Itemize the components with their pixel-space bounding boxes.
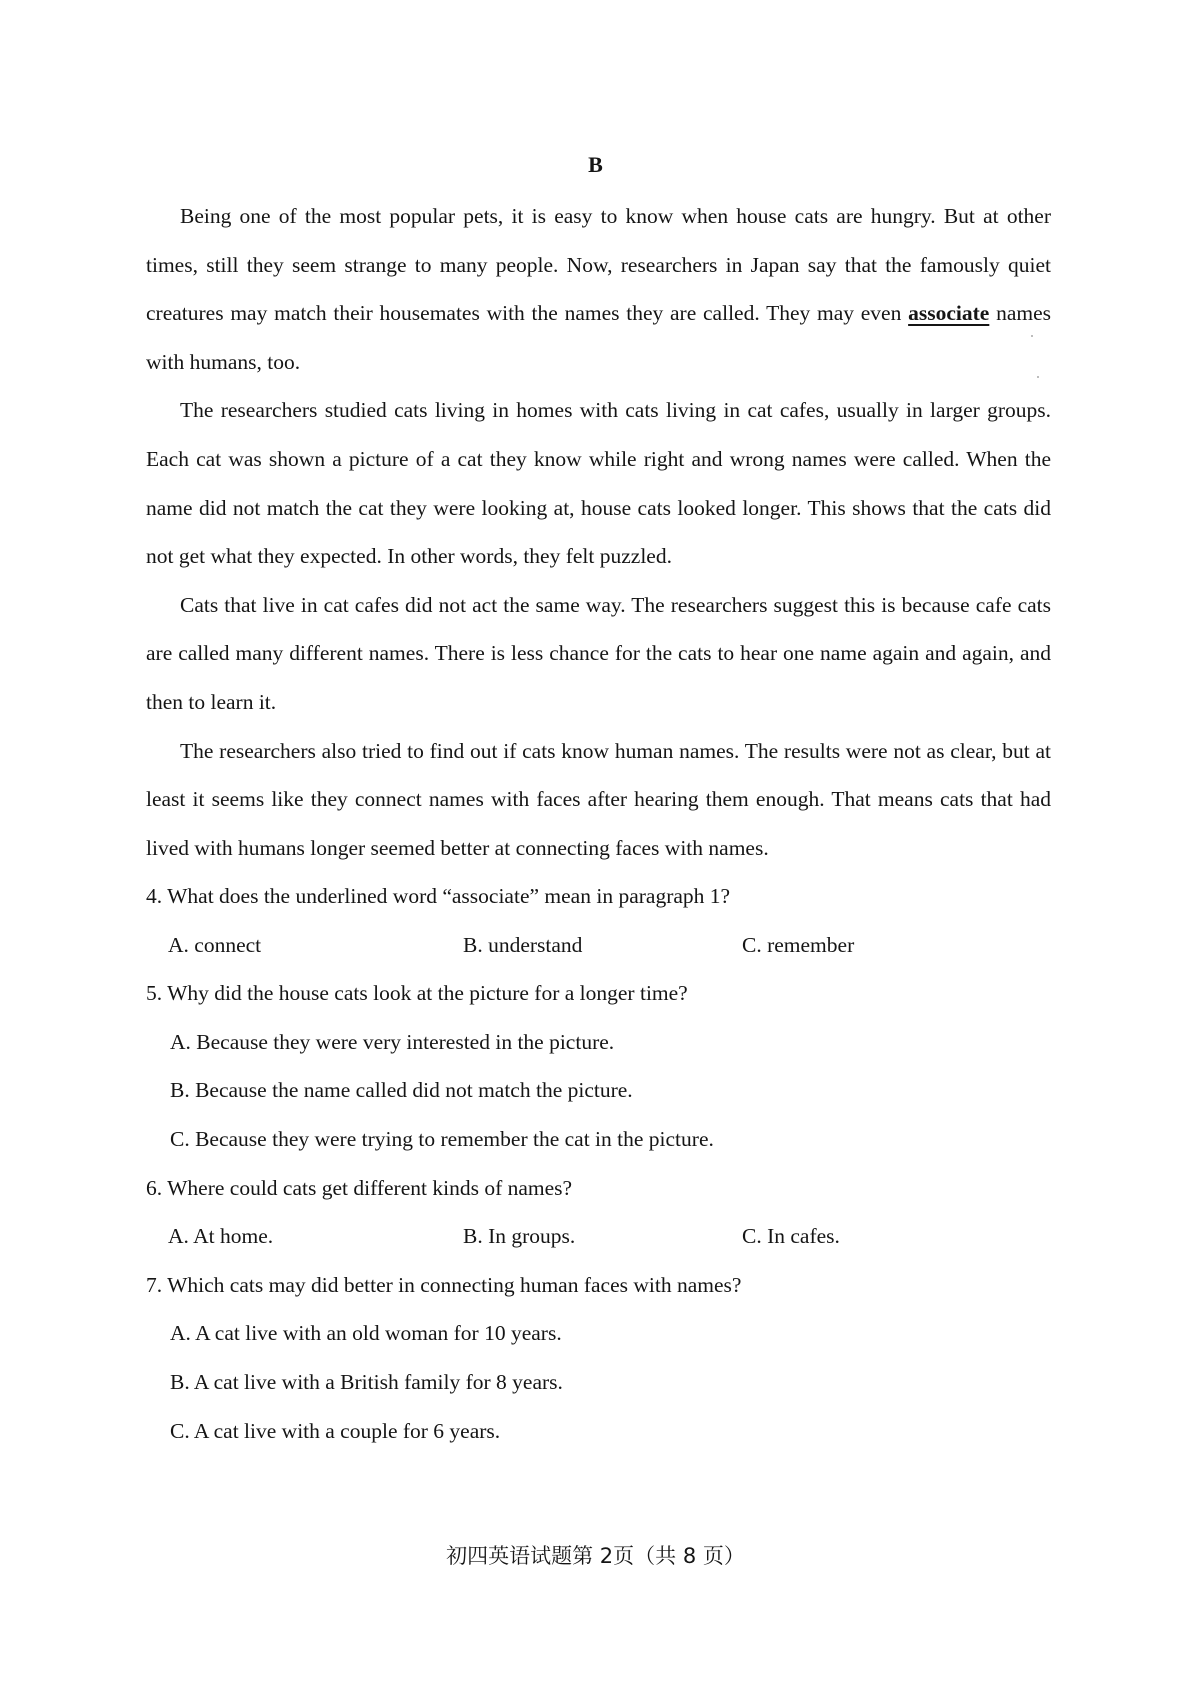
question-6-options	[146, 1212, 1051, 1261]
paragraph-1-text-after: names with humans, too.	[146, 301, 1051, 374]
question-7-option-a: A. A cat live with an old woman for 10 years.	[170, 1321, 562, 1346]
reading-passage	[146, 192, 1051, 872]
page-footer: 初四英语试题第 2页（共 8 页）	[446, 1544, 745, 1568]
question-5-option-c: C. Because they were trying to remember the cat in the picture.	[170, 1126, 714, 1151]
question-5-option-a: A. Because they were very interested in the picture.	[170, 1029, 615, 1054]
question-4-option-b: B. understand	[463, 932, 583, 957]
question-6-option-b: B. In groups.	[463, 1224, 576, 1249]
question-4-options	[146, 921, 1051, 970]
question-4-stem: 4. What does the underlined word “associate” mean in paragraph 1?	[146, 884, 731, 908]
scan-speck	[1037, 376, 1039, 378]
question-5	[146, 969, 1051, 1163]
question-7-option-c: C. A cat live with a couple for 6 years.	[170, 1418, 501, 1443]
question-6	[146, 1164, 1051, 1261]
paragraph-2: The researchers studied cats living in homes with cats living in cat cafes, usually in larger groups. Each cat was shown a picture of a cat they know while right and wrong names were called. When the name did not match the cat they were looking at, house cats looked longer. This shows that the cats did not get what they expected. In other words, they felt puzzled.	[146, 398, 1051, 569]
section-heading: B	[588, 152, 603, 177]
question-6-option-a: A. At home.	[168, 1224, 274, 1249]
paragraph-3: Cats that live in cat cafes did not act the same way. The researchers suggest this is because cafe cats are called many different names. There is less chance for the cats to hear one name again and again, and then to learn it.	[146, 592, 1051, 714]
question-7-option-b: B. A cat live with a British family for 8 years.	[170, 1369, 563, 1394]
scan-speck	[1031, 335, 1033, 337]
question-6-option-c: C. In cafes.	[742, 1224, 840, 1249]
question-list	[146, 872, 1051, 1455]
paragraph-4: The researchers also tried to find out if cats know human names. The results were not as clear, but at least it seems like they connect names with faces after hearing them enough. That means cats that had lived with humans longer seemed better at connecting faces with names.	[146, 738, 1051, 860]
question-7	[146, 1261, 1051, 1455]
question-4	[146, 872, 1051, 969]
question-5-stem: 5. Why did the house cats look at the picture for a longer time?	[146, 981, 688, 1006]
question-7-stem: 7. Which cats may did better in connecting human faces with names?	[146, 1272, 742, 1297]
question-5-option-b: B. Because the name called did not match the picture.	[170, 1078, 633, 1103]
paragraph-1-text-before: Being one of the most popular pets, it is easy to know when house cats are hungry. But at other times, still they seem strange to many people. Now, researchers in Japan say that the famously quiet creatures may match their housemates with the names they are called. They may even	[146, 204, 1051, 326]
question-4-option-a: A. connect	[168, 932, 262, 957]
question-6-stem: 6. Where could cats get different kinds of names?	[146, 1175, 573, 1200]
paragraph-1	[146, 192, 1051, 386]
underlined-word-associate: associate	[908, 301, 990, 326]
question-4-option-c: C. remember	[742, 932, 855, 957]
